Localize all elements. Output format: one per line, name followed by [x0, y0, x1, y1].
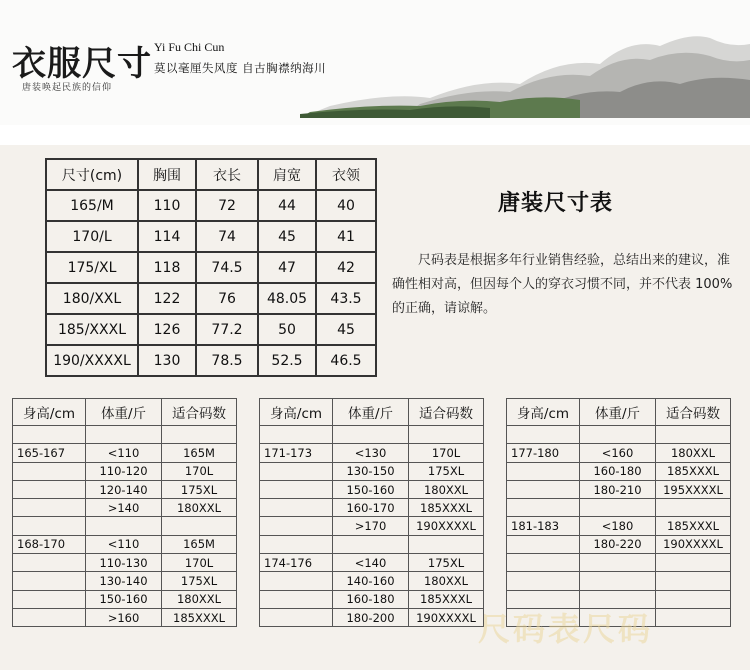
table-cell: 185XXXL — [656, 462, 731, 480]
table-cell: 190XXXXL — [409, 608, 484, 626]
table-cell: 185XXXL — [409, 590, 484, 608]
table-cell — [507, 480, 580, 498]
table-cell: 174-176 — [260, 554, 333, 572]
table-cell: 130-140 — [86, 572, 162, 590]
watermark: 尺码表尺码 — [478, 610, 654, 648]
table-cell: 74.5 — [196, 252, 258, 283]
header-cell: 适合码数 — [162, 399, 237, 426]
table-row — [46, 314, 376, 345]
table-cell — [13, 426, 86, 444]
header-cell: 体重/斤 — [86, 399, 162, 426]
table-cell: 180-220 — [580, 535, 656, 553]
table-cell: 180XXL — [409, 480, 484, 498]
table-row — [507, 572, 731, 590]
header-cell: 身高/cm — [13, 399, 86, 426]
table-cell — [580, 426, 656, 444]
table-row — [260, 499, 484, 517]
table-cell: >160 — [86, 608, 162, 626]
table-cell — [507, 499, 580, 517]
table-row — [507, 426, 731, 444]
table-cell — [162, 517, 237, 535]
table-cell: 195XXXXL — [656, 480, 731, 498]
table-cell — [580, 499, 656, 517]
table-cell — [580, 572, 656, 590]
page-title: 衣服尺寸 — [12, 44, 152, 84]
table-row — [507, 554, 731, 572]
table-cell: 130-150 — [333, 462, 409, 480]
table-cell: 160-180 — [580, 462, 656, 480]
table-row — [260, 535, 484, 553]
table-cell: 77.2 — [196, 314, 258, 345]
table-cell: 190XXXXL — [656, 535, 731, 553]
table-cell: 170L — [409, 444, 484, 462]
table-cell: 118 — [138, 252, 196, 283]
slogan: 莫以毫厘失风度 自古胸襟纳海川 — [154, 61, 327, 75]
table-cell: 180XXL — [656, 444, 731, 462]
table-cell: 40 — [316, 190, 376, 221]
table-row — [260, 608, 484, 626]
table-row — [507, 480, 731, 498]
table-row — [260, 590, 484, 608]
table-cell: 165/M — [46, 190, 138, 221]
table-row — [13, 608, 237, 626]
table-row — [507, 535, 731, 553]
table-cell: 190/XXXXL — [46, 345, 138, 376]
table-row — [260, 462, 484, 480]
table-cell — [507, 426, 580, 444]
header-cell: 适合码数 — [409, 399, 484, 426]
table-cell — [260, 517, 333, 535]
table-cell: 175XL — [162, 572, 237, 590]
header-cell: 适合码数 — [656, 399, 731, 426]
table-cell: >170 — [333, 517, 409, 535]
table-cell: 170/L — [46, 221, 138, 252]
table-cell: <140 — [333, 554, 409, 572]
table-cell — [656, 426, 731, 444]
page-subtitle: 唐装唤起民族的信仰 — [22, 83, 113, 93]
table-cell: 180XXL — [162, 499, 237, 517]
table-row — [260, 554, 484, 572]
table-cell: 185XXXL — [162, 608, 237, 626]
table-row — [260, 426, 484, 444]
table-cell: 110-130 — [86, 554, 162, 572]
table-row — [507, 462, 731, 480]
table-cell: 46.5 — [316, 345, 376, 376]
weight-table-header — [260, 399, 484, 426]
table-row — [13, 590, 237, 608]
table-cell: 47 — [258, 252, 316, 283]
table-cell — [260, 590, 333, 608]
table-cell: 160-170 — [333, 499, 409, 517]
table-cell: 170L — [162, 462, 237, 480]
table-row — [507, 444, 731, 462]
table-row — [13, 444, 237, 462]
table-cell — [333, 535, 409, 553]
table-cell: 165-167 — [13, 444, 86, 462]
table-cell: 43.5 — [316, 283, 376, 314]
header-cell: 体重/斤 — [580, 399, 656, 426]
table-cell — [260, 535, 333, 553]
weight-table-2 — [259, 398, 484, 627]
size-table — [45, 158, 377, 377]
size-description — [392, 249, 742, 321]
table-cell — [260, 462, 333, 480]
table-cell: 150-160 — [86, 590, 162, 608]
table-cell — [409, 535, 484, 553]
table-cell: 180/XXL — [46, 283, 138, 314]
table-cell: 45 — [316, 314, 376, 345]
table-row — [13, 499, 237, 517]
table-cell: 175XL — [409, 554, 484, 572]
table-cell — [656, 499, 731, 517]
table-cell — [13, 462, 86, 480]
table-cell: 42 — [316, 252, 376, 283]
table-cell: 180XXL — [162, 590, 237, 608]
table-row — [260, 572, 484, 590]
table-cell: 50 — [258, 314, 316, 345]
title-pinyin: Yi Fu Chi Cun — [154, 40, 225, 54]
table-cell — [507, 462, 580, 480]
table-cell — [507, 554, 580, 572]
table-row — [13, 554, 237, 572]
table-cell: 150-160 — [333, 480, 409, 498]
table-cell — [580, 554, 656, 572]
table-cell — [13, 608, 86, 626]
table-cell: <130 — [333, 444, 409, 462]
weight-table-header — [507, 399, 731, 426]
table-cell — [260, 426, 333, 444]
table-row — [46, 345, 376, 376]
table-cell — [409, 426, 484, 444]
table-cell — [13, 517, 86, 535]
table-cell: 41 — [316, 221, 376, 252]
table-cell: <180 — [580, 517, 656, 535]
table-cell: 122 — [138, 283, 196, 314]
table-cell — [86, 426, 162, 444]
table-row — [13, 517, 237, 535]
header-divider — [0, 125, 750, 145]
header-cell: 身高/cm — [260, 399, 333, 426]
table-cell: 180XXL — [409, 572, 484, 590]
table-row — [260, 480, 484, 498]
table-row — [13, 426, 237, 444]
table-row — [46, 221, 376, 252]
weight-table-1 — [12, 398, 237, 627]
table-cell: 52.5 — [258, 345, 316, 376]
table-cell: 76 — [196, 283, 258, 314]
table-cell: 165M — [162, 444, 237, 462]
size-chart-title: 唐装尺寸表 — [498, 191, 614, 216]
table-cell: <160 — [580, 444, 656, 462]
header-cell: 尺寸(cm) — [46, 159, 138, 190]
table-row — [507, 499, 731, 517]
size-table-header — [46, 159, 376, 190]
weight-table-header — [13, 399, 237, 426]
table-row — [13, 535, 237, 553]
table-cell — [507, 572, 580, 590]
table-cell: 45 — [258, 221, 316, 252]
table-cell: 48.05 — [258, 283, 316, 314]
table-row — [46, 283, 376, 314]
table-cell: 44 — [258, 190, 316, 221]
table-cell: >140 — [86, 499, 162, 517]
table-row — [13, 480, 237, 498]
table-cell — [86, 517, 162, 535]
header-cell: 胸围 — [138, 159, 196, 190]
table-row — [13, 572, 237, 590]
table-row — [260, 444, 484, 462]
table-cell: 74 — [196, 221, 258, 252]
table-cell: 177-180 — [507, 444, 580, 462]
header-cell: 身高/cm — [507, 399, 580, 426]
table-cell — [13, 480, 86, 498]
header-cell: 衣长 — [196, 159, 258, 190]
table-row — [507, 517, 731, 535]
header-cell: 体重/斤 — [333, 399, 409, 426]
table-cell — [13, 499, 86, 517]
table-cell — [13, 554, 86, 572]
description-text: 尺码表是根据多年行业销售经验，总结出来的建议，准确性相对高，但因每个人的穿衣习惯不同，并不代表 100% 的正确，请谅解。 — [392, 253, 733, 316]
table-cell: 140-160 — [333, 572, 409, 590]
table-cell — [656, 608, 731, 626]
table-cell: 185/XXXL — [46, 314, 138, 345]
table-cell — [260, 499, 333, 517]
table-cell: 126 — [138, 314, 196, 345]
table-cell: 190XXXXL — [409, 517, 484, 535]
header-cell: 衣领 — [316, 159, 376, 190]
table-cell: 180-210 — [580, 480, 656, 498]
table-cell — [333, 426, 409, 444]
table-cell — [13, 590, 86, 608]
table-cell: 160-180 — [333, 590, 409, 608]
table-row — [46, 190, 376, 221]
table-cell: 175XL — [409, 462, 484, 480]
table-cell: 175XL — [162, 480, 237, 498]
table-cell: 168-170 — [13, 535, 86, 553]
table-cell: 114 — [138, 221, 196, 252]
table-cell — [656, 554, 731, 572]
table-cell — [507, 535, 580, 553]
header-cell: 肩宽 — [258, 159, 316, 190]
weight-table-3 — [506, 398, 731, 627]
table-cell: 120-140 — [86, 480, 162, 498]
table-cell — [260, 608, 333, 626]
table-row — [46, 252, 376, 283]
table-cell: 185XXXL — [656, 517, 731, 535]
mountain-landscape-icon — [300, 18, 750, 118]
table-cell: 170L — [162, 554, 237, 572]
table-cell — [260, 572, 333, 590]
table-cell: 72 — [196, 190, 258, 221]
table-cell: 78.5 — [196, 345, 258, 376]
table-cell — [656, 572, 731, 590]
table-cell: 130 — [138, 345, 196, 376]
table-cell: 180-200 — [333, 608, 409, 626]
table-cell: 110-120 — [86, 462, 162, 480]
table-cell: 165M — [162, 535, 237, 553]
table-cell — [656, 590, 731, 608]
table-cell: <110 — [86, 535, 162, 553]
table-cell: 110 — [138, 190, 196, 221]
table-row — [13, 462, 237, 480]
table-cell: 185XXXL — [409, 499, 484, 517]
table-cell: 171-173 — [260, 444, 333, 462]
table-cell: <110 — [86, 444, 162, 462]
header-banner — [0, 0, 750, 125]
table-cell: 181-183 — [507, 517, 580, 535]
table-cell — [13, 572, 86, 590]
table-cell — [162, 426, 237, 444]
table-cell — [260, 480, 333, 498]
table-row — [260, 517, 484, 535]
table-cell: 175/XL — [46, 252, 138, 283]
